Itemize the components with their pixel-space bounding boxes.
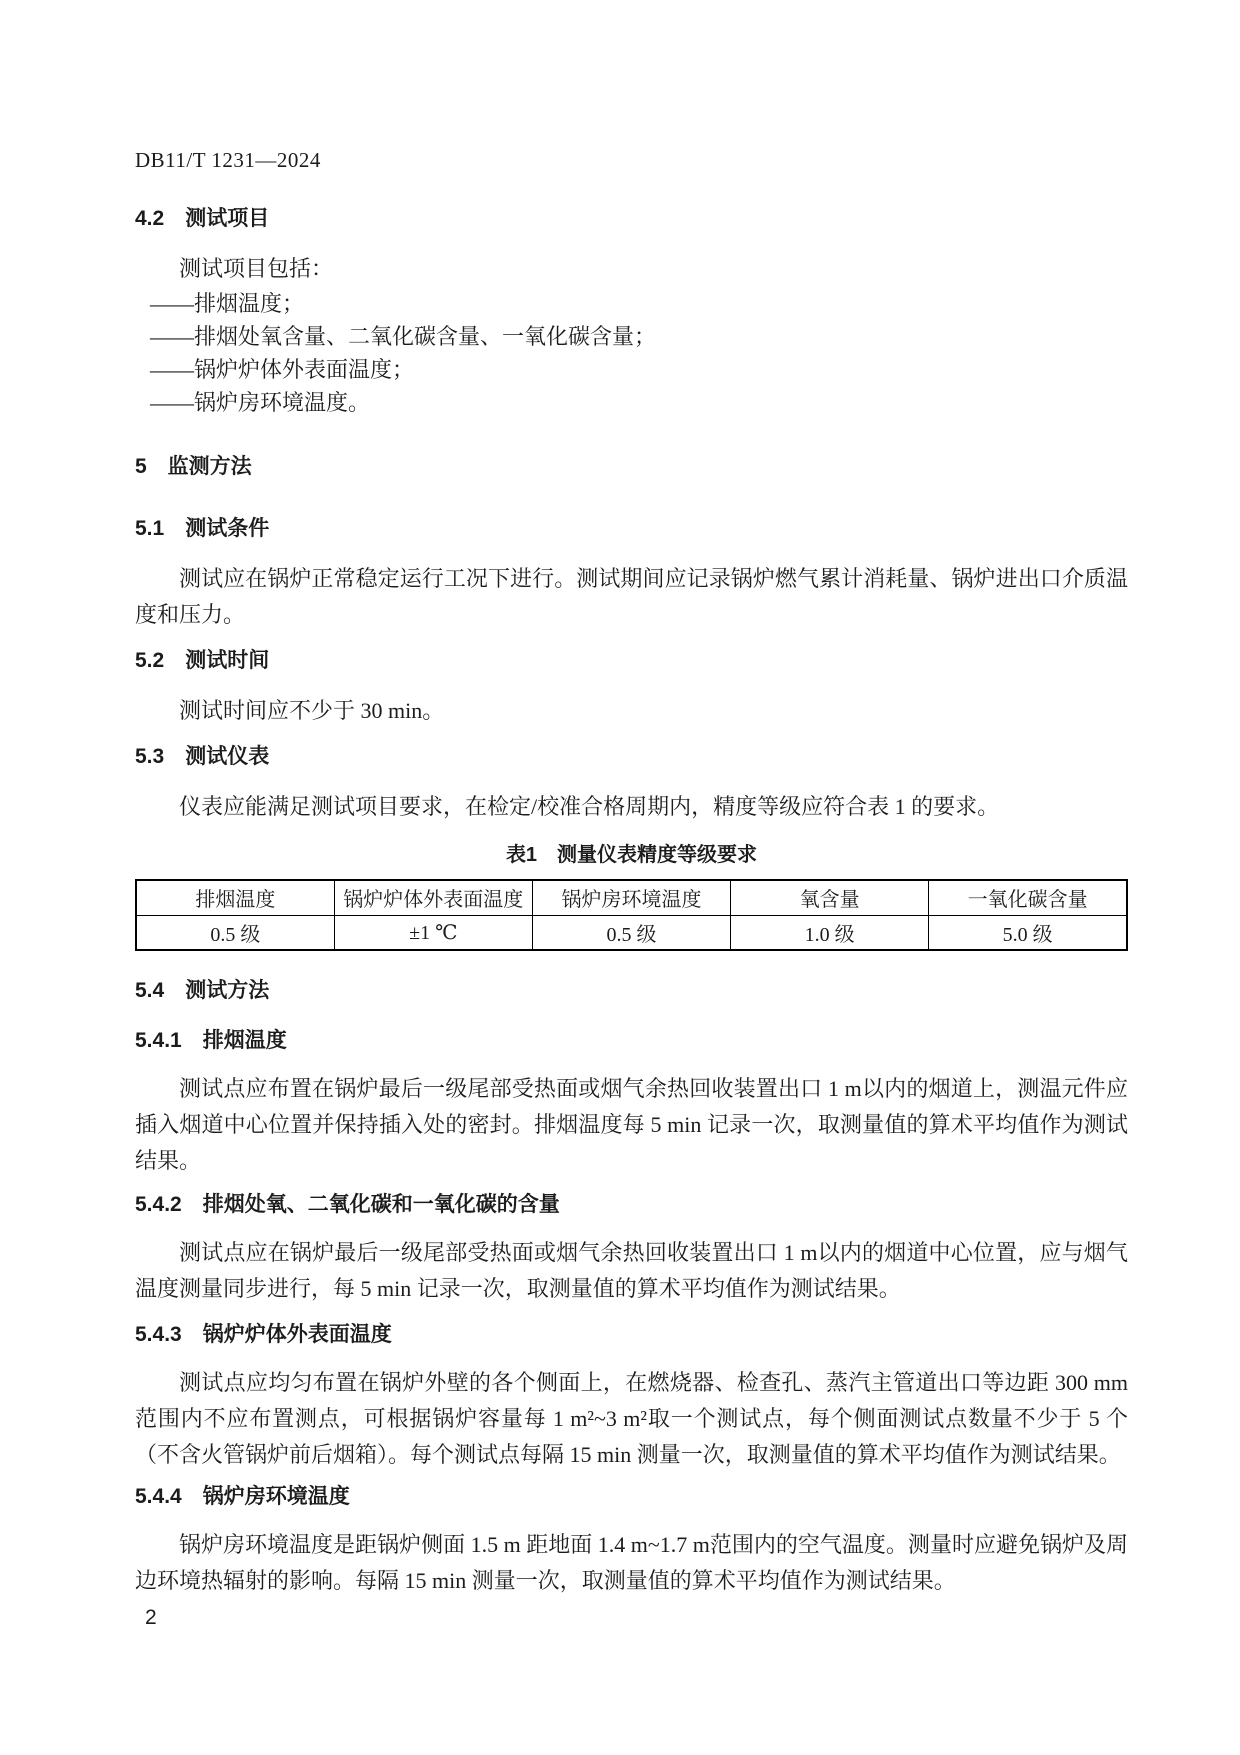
table-header-row	[136, 880, 1127, 915]
section-5-1-body: 测试应在锅炉正常稳定运行工况下进行。测试期间应记录锅炉燃气累计消耗量、锅炉进出口介质温度和压力。	[135, 566, 1128, 627]
section-5-1-heading: 5.1 测试条件	[135, 517, 270, 540]
table-1-caption: 表1 测量仪表精度等级要求	[505, 844, 758, 866]
page-number: 2	[145, 1606, 157, 1629]
section-5-4-3-heading: 5.4.3 锅炉炉体外表面温度	[135, 1323, 392, 1346]
section-5-3-body: 仪表应能满足测试项目要求，在检定/校准合格周期内，精度等级应符合表 1 的要求。	[179, 794, 1000, 819]
table-header-cell: 锅炉房环境温度	[532, 880, 730, 915]
list-item: ——锅炉房环境温度。	[150, 390, 371, 415]
section-5-4-3-body: 测试点应均匀布置在锅炉外壁的各个侧面上，在燃烧器、检查孔、蒸汽主管道出口等边距 300 mm范围内不应布置测点，可根据锅炉容量每 1 m²~3 m²取一个测试点，每个侧面测试点数量不少于 5 个（不含火管锅炉前后烟箱）。每个测试点每隔 15 min 测量一次，取测量值的算术平均值作为测试结果。	[135, 1370, 1128, 1467]
doc-number: DB11/T 1231—2024	[135, 148, 321, 172]
list-item: ——排烟处氧含量、二氧化碳含量、一氧化碳含量；	[150, 324, 657, 349]
section-4-2-intro: 测试项目包括：	[179, 256, 334, 281]
section-5-4-1-body: 测试点应布置在锅炉最后一级尾部受热面或烟气余热回收装置出口 1 m以内的烟道上，测温元件应插入烟道中心位置并保持插入处的密封。排烟温度每 5 min 记录一次，取测量值的算术平均值作为测试结果。	[135, 1076, 1128, 1173]
table-value-cell: 5.0 级	[929, 915, 1127, 950]
list-item: ——排烟温度；	[150, 291, 305, 316]
section-5-4-1-heading: 5.4.1 排烟温度	[135, 1029, 287, 1052]
test-items-list	[135, 287, 1128, 419]
section-5-4-4-body: 锅炉房环境温度是距锅炉侧面 1.5 m 距地面 1.4 m~1.7 m范围内的空气温度。测量时应避免锅炉及周边环境热辐射的影响。每隔 15 min 测量一次，取测量值的算术平均值作为测试结果。	[135, 1532, 1128, 1593]
table-value-cell: 0.5 级	[136, 915, 334, 950]
table-header-cell: 锅炉炉体外表面温度	[334, 880, 532, 915]
section-4-2-heading: 4.2 测试项目	[135, 207, 270, 230]
table-header-cell: 排烟温度	[136, 880, 334, 915]
table-value-row	[136, 915, 1127, 950]
table-value-cell: ±1 ℃	[334, 915, 532, 950]
table-header-cell: 氧含量	[731, 880, 929, 915]
table-value-cell: 0.5 级	[532, 915, 730, 950]
section-5-2-body: 测试时间应不少于 30 min。	[179, 698, 445, 723]
section-5-2-heading: 5.2 测试时间	[135, 649, 270, 672]
section-5-4-heading: 5.4 测试方法	[135, 979, 270, 1002]
section-5-heading: 5 监测方法	[135, 455, 252, 478]
table-header-cell: 一氧化碳含量	[929, 880, 1127, 915]
section-5-4-2-heading: 5.4.2 排烟处氧、二氧化碳和一氧化碳的含量	[135, 1193, 560, 1216]
section-5-4-4-heading: 5.4.4 锅炉房环境温度	[135, 1485, 350, 1508]
list-item: ——锅炉炉体外表面温度；	[150, 357, 415, 382]
section-5-4-2-body: 测试点应在锅炉最后一级尾部受热面或烟气余热回收装置出口 1 m以内的烟道中心位置，应与烟气温度测量同步进行，每 5 min 记录一次，取测量值的算术平均值作为测试结果。	[135, 1240, 1128, 1301]
table-value-cell: 1.0 级	[731, 915, 929, 950]
section-5-3-heading: 5.3 测试仪表	[135, 745, 270, 768]
table-1-precision-requirements	[135, 879, 1128, 951]
